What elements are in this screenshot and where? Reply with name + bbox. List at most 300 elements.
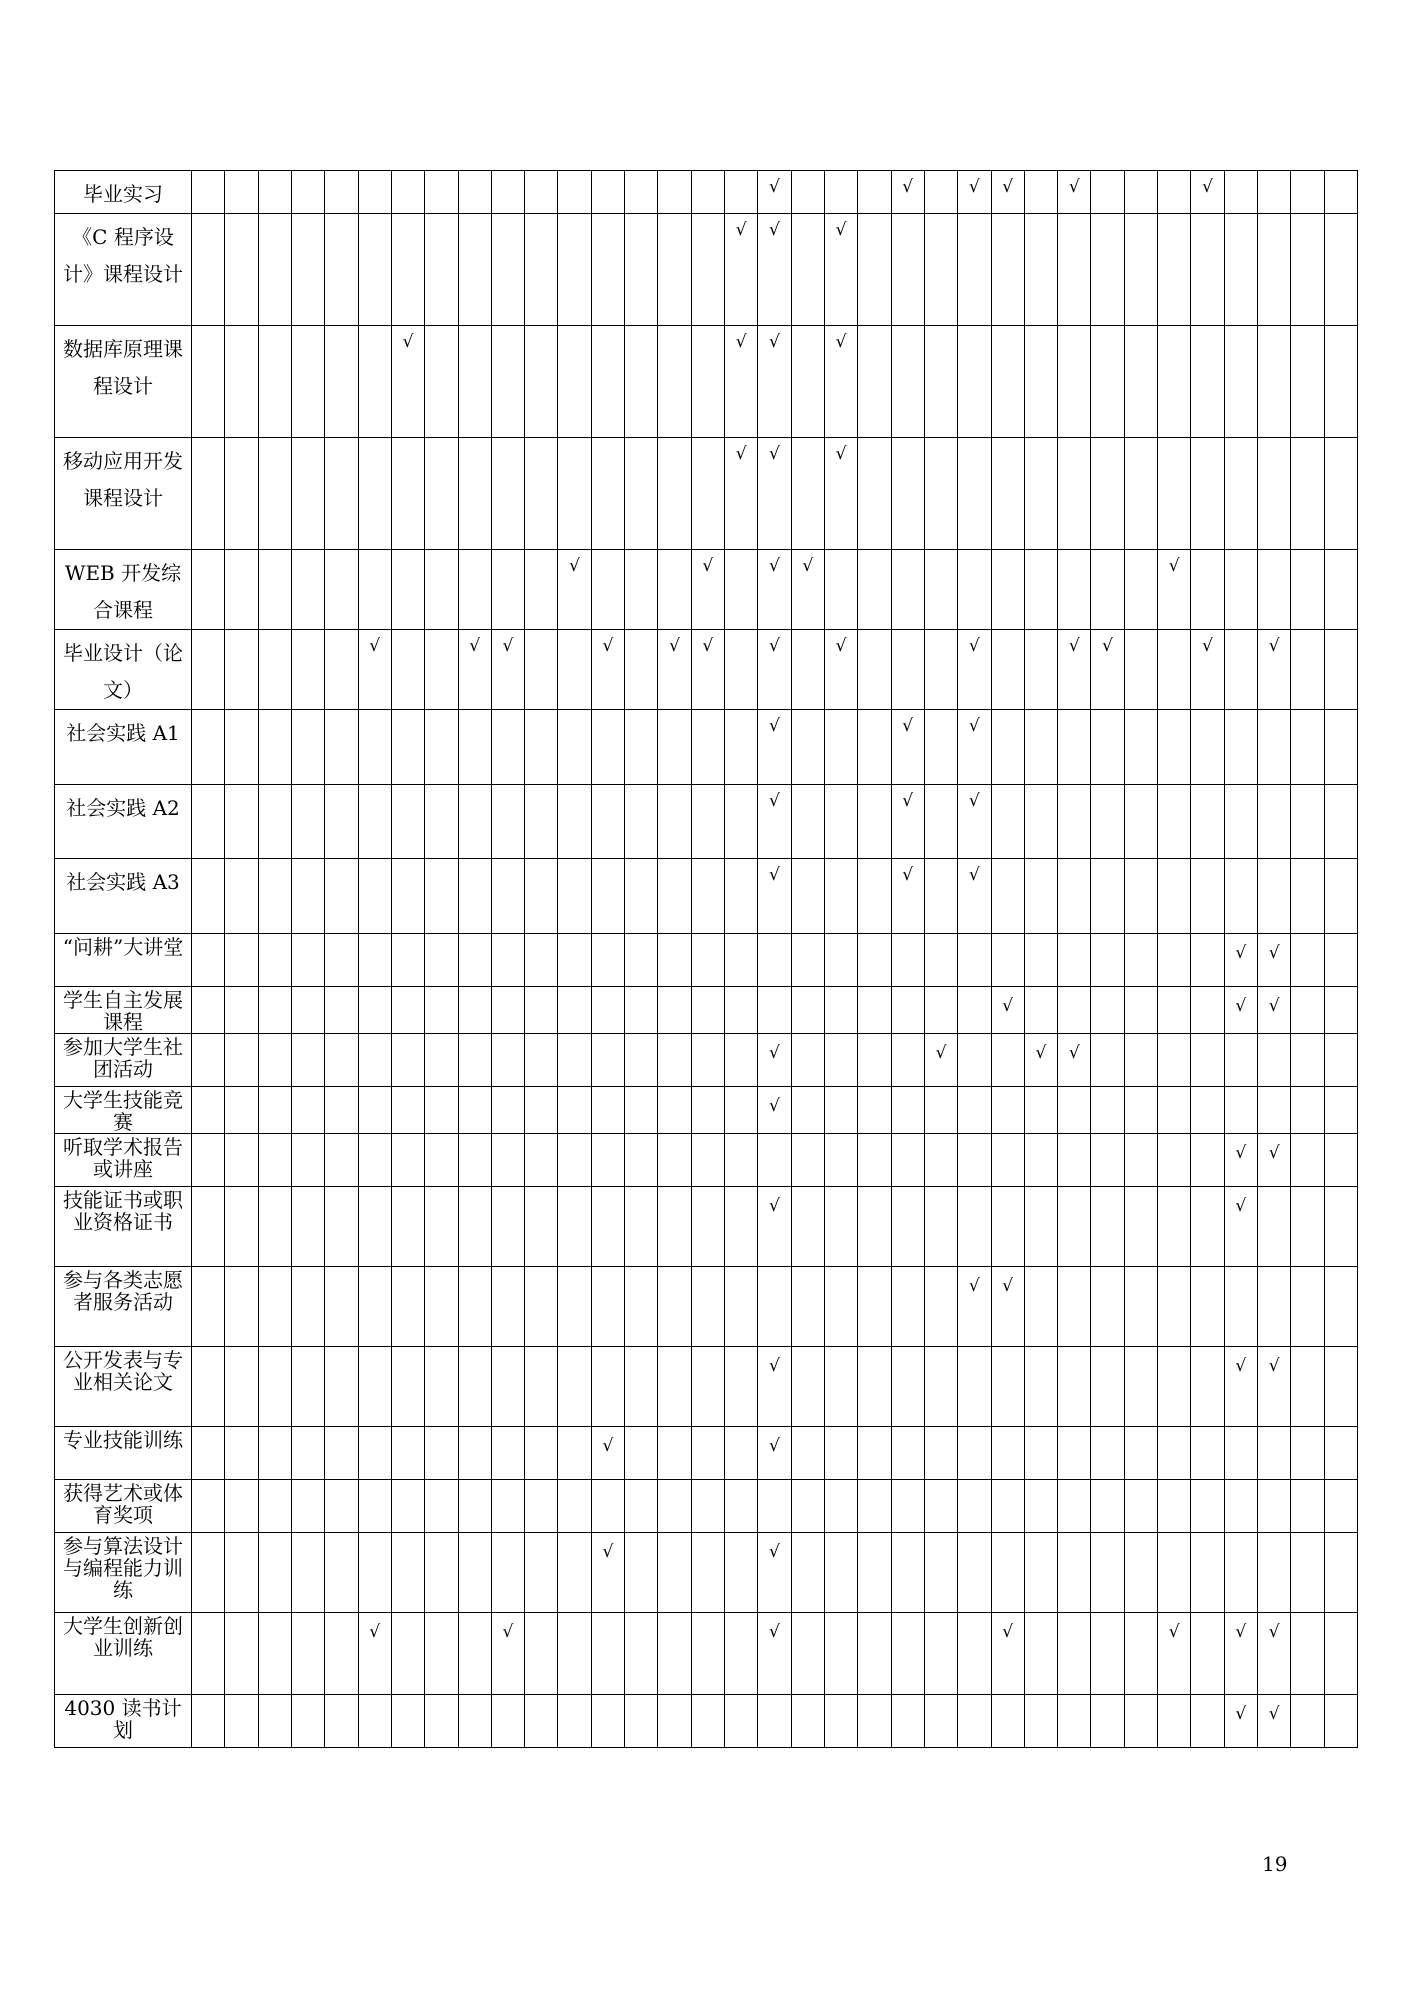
matrix-cell [1191, 438, 1224, 550]
matrix-cell [391, 785, 424, 859]
check-mark: √ [1268, 636, 1280, 656]
matrix-cell [924, 1187, 957, 1267]
check-mark: √ [835, 332, 847, 352]
matrix-cell [1224, 934, 1257, 987]
check-mark: √ [968, 636, 980, 656]
matrix-cell [824, 1267, 857, 1347]
matrix-cell [591, 550, 624, 630]
matrix-cell [758, 1087, 791, 1134]
matrix-cell [1224, 630, 1257, 710]
matrix-cell [391, 1087, 424, 1134]
matrix-cell [891, 1695, 924, 1748]
matrix-cell [1024, 171, 1057, 214]
matrix-cell [991, 1134, 1024, 1187]
matrix-cell [658, 710, 691, 785]
matrix-cell [258, 1347, 291, 1427]
matrix-cell [258, 630, 291, 710]
matrix-cell [525, 934, 558, 987]
matrix-cell [591, 1427, 624, 1480]
matrix-cell [1091, 1480, 1124, 1533]
matrix-cell [891, 1187, 924, 1267]
matrix-cell [458, 1034, 491, 1087]
matrix-cell [891, 1034, 924, 1087]
matrix-cell [192, 1347, 225, 1427]
matrix-cell [425, 987, 458, 1034]
matrix-cell [1291, 438, 1324, 550]
matrix-cell [1291, 326, 1324, 438]
matrix-cell [391, 214, 424, 326]
check-mark: √ [369, 1622, 381, 1642]
matrix-cell [225, 1187, 258, 1267]
matrix-cell [1091, 710, 1124, 785]
matrix-cell [691, 1134, 724, 1187]
matrix-cell [192, 1034, 225, 1087]
matrix-cell [1324, 934, 1357, 987]
matrix-cell [791, 171, 824, 214]
check-mark: √ [769, 1356, 780, 1376]
check-mark: √ [968, 177, 980, 197]
matrix-cell [1058, 630, 1091, 710]
matrix-cell [525, 1187, 558, 1267]
matrix-cell [325, 1267, 358, 1347]
matrix-cell [1024, 214, 1057, 326]
matrix-cell [725, 1267, 758, 1347]
matrix-cell [691, 630, 724, 710]
matrix-cell [625, 1034, 658, 1087]
matrix-cell [991, 1034, 1024, 1087]
matrix-cell [291, 1347, 324, 1427]
table-row [55, 1695, 1358, 1748]
matrix-cell [758, 1347, 791, 1427]
check-mark: √ [1068, 177, 1080, 197]
matrix-cell [791, 438, 824, 550]
check-mark: √ [769, 1436, 780, 1456]
matrix-cell [225, 1034, 258, 1087]
matrix-cell [725, 1347, 758, 1427]
matrix-cell [258, 1134, 291, 1187]
check-mark: √ [1268, 1143, 1280, 1163]
matrix-cell [425, 859, 458, 934]
matrix-cell [425, 630, 458, 710]
matrix-cell [1324, 1533, 1357, 1613]
matrix-cell [325, 214, 358, 326]
matrix-cell [691, 1695, 724, 1748]
matrix-cell [625, 859, 658, 934]
matrix-cell [958, 1267, 991, 1347]
matrix-cell [525, 438, 558, 550]
matrix-cell [192, 1427, 225, 1480]
matrix-cell [225, 1480, 258, 1533]
matrix-cell [591, 1187, 624, 1267]
matrix-cell [858, 1480, 891, 1533]
matrix-cell [824, 326, 857, 438]
matrix-cell [791, 1533, 824, 1613]
matrix-cell [791, 785, 824, 859]
matrix-cell [325, 785, 358, 859]
matrix-cell [291, 934, 324, 987]
check-mark: √ [735, 332, 747, 352]
matrix-cell [924, 1347, 957, 1427]
matrix-cell [291, 171, 324, 214]
matrix-cell [824, 1087, 857, 1134]
matrix-cell [591, 785, 624, 859]
matrix-cell [558, 630, 591, 710]
matrix-cell [391, 438, 424, 550]
check-mark: √ [502, 636, 514, 656]
matrix-cell [591, 438, 624, 550]
matrix-cell [725, 1134, 758, 1187]
matrix-cell [458, 1087, 491, 1134]
matrix-cell [691, 1613, 724, 1695]
matrix-cell [791, 214, 824, 326]
matrix-cell [691, 1087, 724, 1134]
matrix-cell [991, 1613, 1024, 1695]
matrix-cell [758, 859, 791, 934]
matrix-cell [258, 438, 291, 550]
matrix-cell [1191, 630, 1224, 710]
matrix-cell [391, 1427, 424, 1480]
matrix-cell [558, 438, 591, 550]
matrix-cell [425, 785, 458, 859]
matrix-cell [558, 1267, 591, 1347]
check-mark: √ [968, 1276, 980, 1296]
matrix-cell [1191, 1087, 1224, 1134]
matrix-cell [625, 1087, 658, 1134]
matrix-cell [924, 1134, 957, 1187]
matrix-cell [558, 1187, 591, 1267]
matrix-cell [758, 1427, 791, 1480]
matrix-cell [558, 1134, 591, 1187]
matrix-cell [924, 326, 957, 438]
matrix-cell [924, 550, 957, 630]
matrix-cell [358, 1533, 391, 1613]
matrix-cell [358, 1347, 391, 1427]
matrix-cell [1191, 1034, 1224, 1087]
matrix-cell [491, 326, 524, 438]
matrix-cell [258, 550, 291, 630]
matrix-cell [958, 987, 991, 1034]
check-mark: √ [769, 1043, 780, 1063]
matrix-cell [391, 934, 424, 987]
check-mark: √ [1268, 1622, 1280, 1642]
matrix-cell [824, 171, 857, 214]
matrix-cell [1191, 171, 1224, 214]
matrix-cell [958, 785, 991, 859]
matrix-cell [358, 1087, 391, 1134]
matrix-cell [625, 1347, 658, 1427]
matrix-cell [391, 550, 424, 630]
matrix-cell [425, 1187, 458, 1267]
matrix-cell [525, 214, 558, 326]
matrix-cell [758, 710, 791, 785]
matrix-cell [824, 1347, 857, 1427]
matrix-cell [725, 785, 758, 859]
matrix-cell [824, 630, 857, 710]
matrix-cell [391, 1034, 424, 1087]
matrix-cell [192, 550, 225, 630]
matrix-cell [1291, 710, 1324, 785]
matrix-cell [358, 710, 391, 785]
matrix-cell [1258, 1533, 1291, 1613]
check-mark: √ [702, 636, 714, 656]
matrix-cell [358, 934, 391, 987]
matrix-cell [491, 710, 524, 785]
matrix-cell [291, 1695, 324, 1748]
matrix-cell [991, 785, 1024, 859]
matrix-cell [858, 710, 891, 785]
matrix-cell [991, 710, 1024, 785]
matrix-cell [325, 630, 358, 710]
matrix-cell [358, 214, 391, 326]
matrix-cell [1324, 1134, 1357, 1187]
matrix-cell [291, 1267, 324, 1347]
matrix-cell [225, 1087, 258, 1134]
matrix-cell [958, 1087, 991, 1134]
matrix-cell [1124, 171, 1157, 214]
matrix-cell [458, 987, 491, 1034]
check-mark: √ [1168, 1622, 1180, 1642]
matrix-cell [1324, 326, 1357, 438]
table-row [55, 710, 1358, 785]
row-label: WEB 开发综合课程 [55, 550, 192, 630]
matrix-cell [1058, 1613, 1091, 1695]
matrix-cell [458, 1695, 491, 1748]
matrix-cell [225, 1347, 258, 1427]
matrix-cell [1291, 1087, 1324, 1134]
matrix-cell [725, 1613, 758, 1695]
table-row [55, 550, 1358, 630]
matrix-cell [691, 1427, 724, 1480]
matrix-cell [758, 1134, 791, 1187]
matrix-cell [858, 326, 891, 438]
matrix-cell [691, 1347, 724, 1427]
matrix-cell [1191, 214, 1224, 326]
check-mark: √ [769, 1542, 780, 1562]
matrix-cell [1058, 438, 1091, 550]
matrix-cell [1324, 859, 1357, 934]
matrix-cell [192, 1267, 225, 1347]
matrix-cell [192, 630, 225, 710]
matrix-cell [258, 1613, 291, 1695]
matrix-cell [924, 785, 957, 859]
matrix-cell [225, 1533, 258, 1613]
matrix-cell [1058, 326, 1091, 438]
matrix-cell [824, 1533, 857, 1613]
matrix-cell [558, 1087, 591, 1134]
matrix-cell [525, 1695, 558, 1748]
matrix-cell [1124, 710, 1157, 785]
check-mark: √ [569, 556, 581, 576]
matrix-cell [924, 1613, 957, 1695]
matrix-cell [1058, 934, 1091, 987]
matrix-cell [991, 934, 1024, 987]
matrix-cell [1158, 1134, 1191, 1187]
matrix-cell [1191, 326, 1224, 438]
matrix-cell [758, 171, 791, 214]
matrix-cell [1224, 1134, 1257, 1187]
matrix-cell [425, 1480, 458, 1533]
matrix-cell [358, 1480, 391, 1533]
matrix-cell [1058, 214, 1091, 326]
matrix-cell [824, 710, 857, 785]
matrix-cell [192, 438, 225, 550]
matrix-cell [1091, 630, 1124, 710]
matrix-cell [558, 1034, 591, 1087]
matrix-cell [858, 438, 891, 550]
matrix-cell [458, 934, 491, 987]
matrix-cell [1058, 1134, 1091, 1187]
row-label: 专业技能训练 [55, 1427, 192, 1480]
matrix-cell [824, 785, 857, 859]
matrix-cell [791, 630, 824, 710]
matrix-cell [625, 326, 658, 438]
matrix-cell [1224, 785, 1257, 859]
matrix-cell [258, 987, 291, 1034]
matrix-cell [1258, 710, 1291, 785]
matrix-cell [258, 1695, 291, 1748]
matrix-cell [1091, 934, 1124, 987]
matrix-cell [1191, 550, 1224, 630]
matrix-cell [1224, 987, 1257, 1034]
matrix-cell [1158, 630, 1191, 710]
matrix-cell [325, 1533, 358, 1613]
check-mark: √ [769, 332, 780, 352]
matrix-cell [991, 1533, 1024, 1613]
matrix-cell [691, 934, 724, 987]
matrix-cell [425, 934, 458, 987]
check-mark: √ [769, 220, 780, 240]
matrix-cell [758, 1480, 791, 1533]
matrix-cell [1058, 1533, 1091, 1613]
matrix-cell [891, 630, 924, 710]
table-row [55, 1533, 1358, 1613]
matrix-cell [458, 1267, 491, 1347]
matrix-cell [725, 1087, 758, 1134]
matrix-cell [1024, 1480, 1057, 1533]
check-mark: √ [769, 636, 780, 656]
matrix-cell [824, 1480, 857, 1533]
table-row [55, 934, 1358, 987]
matrix-cell [691, 550, 724, 630]
matrix-cell [525, 859, 558, 934]
matrix-cell [625, 630, 658, 710]
matrix-cell [1124, 550, 1157, 630]
matrix-cell [1124, 1267, 1157, 1347]
matrix-cell [891, 987, 924, 1034]
matrix-cell [258, 1427, 291, 1480]
matrix-cell [258, 1034, 291, 1087]
matrix-cell [1158, 1347, 1191, 1427]
matrix-cell [391, 1134, 424, 1187]
matrix-cell [1324, 1480, 1357, 1533]
matrix-cell [225, 1613, 258, 1695]
check-mark: √ [769, 1096, 780, 1116]
matrix-cell [891, 1613, 924, 1695]
matrix-cell [1258, 1347, 1291, 1427]
matrix-cell [725, 710, 758, 785]
matrix-cell [425, 1427, 458, 1480]
matrix-cell [1058, 1087, 1091, 1134]
matrix-cell [491, 1533, 524, 1613]
matrix-cell [1124, 987, 1157, 1034]
table-row [55, 1034, 1358, 1087]
matrix-cell [1158, 1533, 1191, 1613]
course-requirement-matrix [54, 170, 1358, 1748]
matrix-cell [1158, 1480, 1191, 1533]
matrix-cell [325, 1034, 358, 1087]
matrix-cell [525, 1533, 558, 1613]
matrix-cell [491, 1187, 524, 1267]
matrix-cell [691, 785, 724, 859]
matrix-cell [1224, 1034, 1257, 1087]
matrix-cell [192, 785, 225, 859]
matrix-cell [391, 1347, 424, 1427]
check-mark: √ [769, 1622, 780, 1642]
matrix-cell [1324, 1187, 1357, 1267]
matrix-cell [1091, 438, 1124, 550]
matrix-cell [725, 630, 758, 710]
matrix-cell [391, 1613, 424, 1695]
matrix-cell [1124, 934, 1157, 987]
check-mark: √ [502, 1622, 514, 1642]
matrix-cell [391, 630, 424, 710]
matrix-cell [1324, 550, 1357, 630]
matrix-cell [1324, 630, 1357, 710]
matrix-cell [924, 987, 957, 1034]
matrix-cell [1024, 710, 1057, 785]
matrix-cell [325, 1480, 358, 1533]
matrix-cell [758, 785, 791, 859]
matrix-cell [1258, 987, 1291, 1034]
matrix-cell [1091, 1533, 1124, 1613]
matrix-cell [1291, 859, 1324, 934]
matrix-cell [625, 1480, 658, 1533]
matrix-cell [791, 710, 824, 785]
matrix-cell [258, 934, 291, 987]
matrix-cell [858, 1034, 891, 1087]
matrix-cell [1324, 1087, 1357, 1134]
matrix-cell [491, 934, 524, 987]
matrix-cell [258, 326, 291, 438]
matrix-cell [991, 630, 1024, 710]
matrix-cell [1158, 1187, 1191, 1267]
matrix-cell [291, 1427, 324, 1480]
matrix-cell [791, 1187, 824, 1267]
matrix-cell [358, 1187, 391, 1267]
matrix-cell [291, 1187, 324, 1267]
matrix-cell [591, 710, 624, 785]
matrix-cell [958, 1034, 991, 1087]
matrix-cell [991, 326, 1024, 438]
matrix-cell [358, 630, 391, 710]
matrix-cell [425, 1695, 458, 1748]
matrix-cell [558, 987, 591, 1034]
matrix-cell [1024, 1134, 1057, 1187]
matrix-cell [225, 1134, 258, 1187]
matrix-cell [958, 550, 991, 630]
matrix-cell [558, 326, 591, 438]
matrix-cell [958, 326, 991, 438]
matrix-cell [225, 438, 258, 550]
matrix-cell [824, 550, 857, 630]
matrix-cell [591, 214, 624, 326]
matrix-cell [1324, 710, 1357, 785]
matrix-cell [725, 1187, 758, 1267]
matrix-cell [858, 1613, 891, 1695]
matrix-cell [1324, 1613, 1357, 1695]
matrix-cell [1324, 987, 1357, 1034]
matrix-cell [325, 550, 358, 630]
